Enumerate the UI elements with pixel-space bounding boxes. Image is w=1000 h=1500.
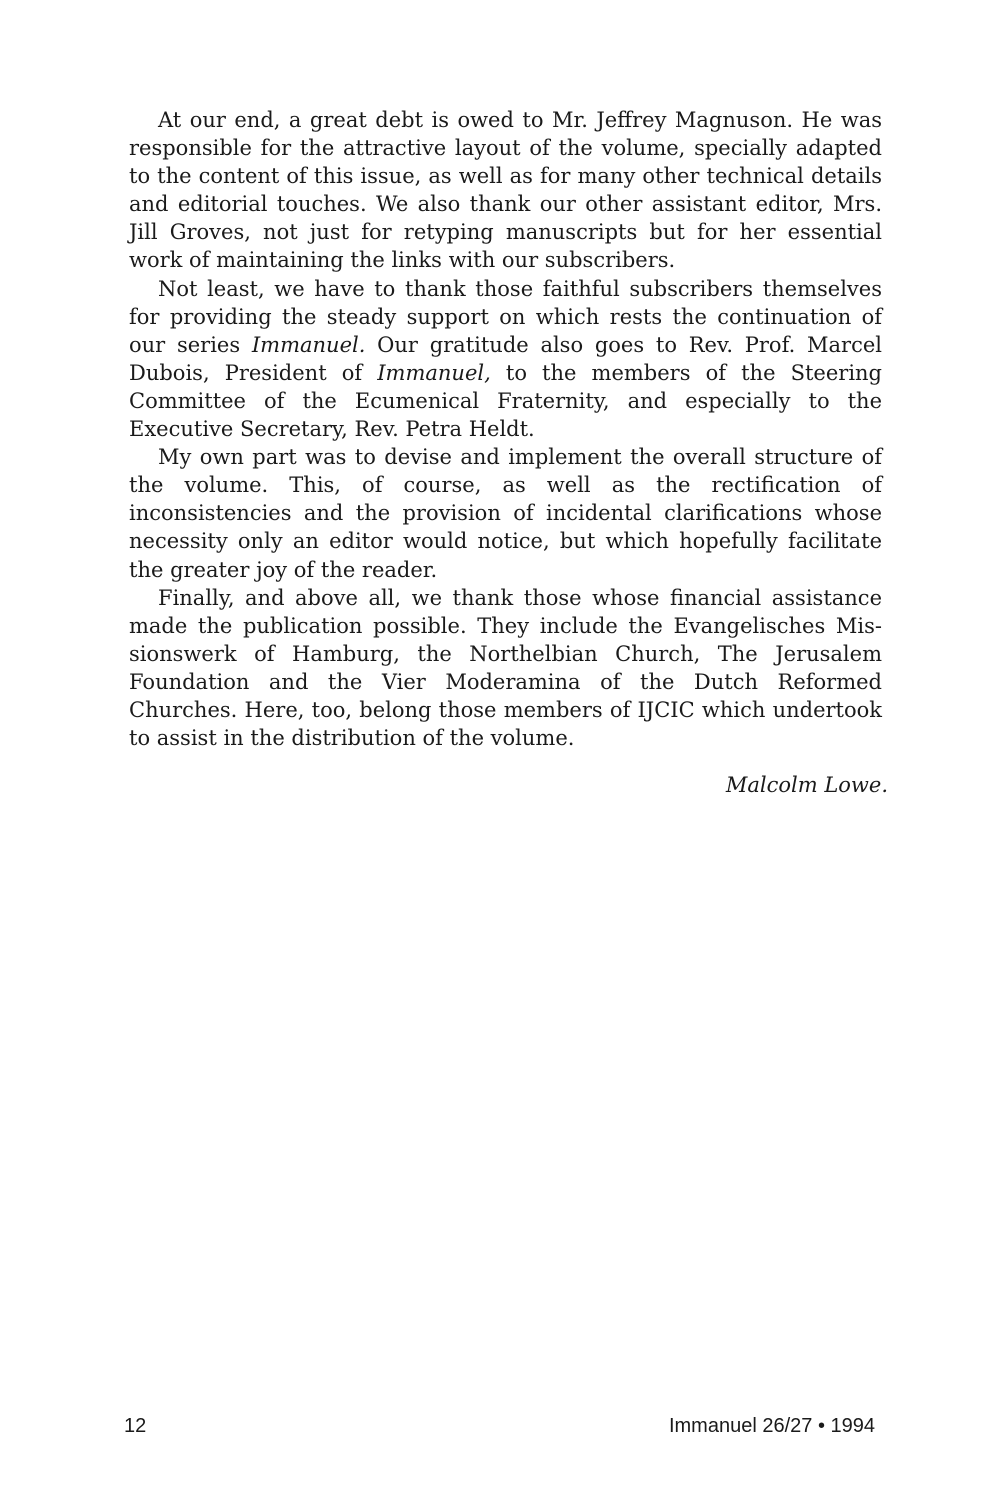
- paragraph-text: Finally, and above all, we thank those whose financial assistance made the publication possible. They include the Evangelisches Missionswerk of Hamburg, the Northelbian Church, The Jerusalem Foundation and the Vier Moderamina of the Dutch Reformed Churches. Here, too, belong those members of IJCIC which undertook to assist in the distribution of the volume.: [129, 585, 882, 751]
- journal-footer: Immanuel 26/27 • 1994: [668, 1415, 875, 1437]
- paragraph-subscribers: [129, 275, 882, 444]
- page-number: 12: [124, 1415, 147, 1437]
- paragraph-editor-role: [129, 443, 882, 583]
- signature: Malcolm Lowe.: [725, 773, 888, 797]
- paragraph-text: to the members of the Steering Committee of the Ecumenical Fraternity, and especially to the Executive Secretary, Rev. Petra Heldt.: [129, 360, 882, 442]
- journal-name-italic: Immanuel.: [251, 332, 366, 357]
- paragraph-text: At our end, a great debt is owed to Mr. Jeffrey Magnuson. He was responsible for the attractive layout of the volume, specially adapted to the content of this issue, as well as for many other technical details and editorial touches. We also thank our other assistant editor, Mrs. Jill Groves, not just for retyping manuscripts but for her essential work of maintaining the links with our subscribers.: [129, 108, 882, 273]
- journal-name-italic: Immanuel,: [377, 360, 491, 385]
- paragraph-text: My own part was to devise and implement the overall structure of the volume. This, of course, as well as the rectification of inconsistencies and the provision of incidental clarifications whose necessity only an editor would notice, but which hopefully facilitate the greater joy of the reader.: [129, 445, 882, 582]
- paragraph-acknowledgements: [129, 106, 882, 275]
- paragraph-text: Not least, we have to thank those faithful subscribers themselves for providing the steady support on which rests the continuation of our series: [129, 276, 882, 357]
- body-text: [129, 106, 882, 752]
- paragraph-text: Our gratitude also goes to Rev. Prof. Marcel Dubois, President of: [129, 332, 882, 385]
- paragraph-financial: [129, 584, 882, 753]
